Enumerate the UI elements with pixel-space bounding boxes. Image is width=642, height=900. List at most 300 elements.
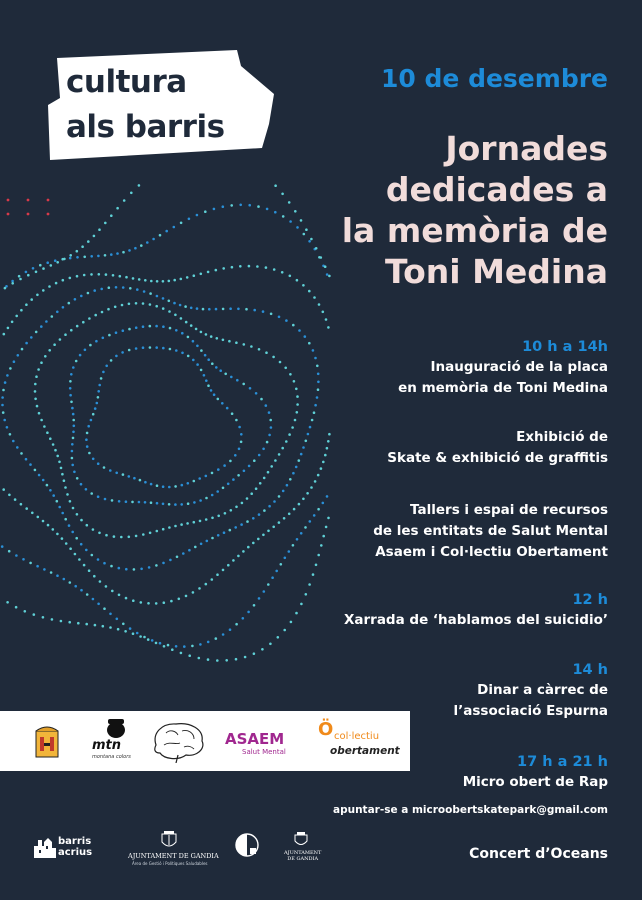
ring-dot xyxy=(168,300,171,303)
ring-dot xyxy=(44,355,47,358)
ring-dot xyxy=(235,341,238,344)
ring-dot xyxy=(42,267,45,270)
ring-dot xyxy=(156,502,159,505)
ring-dot xyxy=(114,306,117,309)
ring-dot xyxy=(270,465,273,468)
ring-dot xyxy=(180,278,183,281)
ring-dot xyxy=(210,335,213,338)
collectiu-label-2: obertament xyxy=(330,745,400,757)
ring-dot xyxy=(103,562,106,565)
ring-dot xyxy=(47,524,50,527)
red-dot xyxy=(7,213,10,216)
ring-dot xyxy=(244,656,247,659)
ring-dot xyxy=(140,568,143,571)
ring-dot xyxy=(142,302,145,305)
red-dot xyxy=(7,199,10,202)
ring-dot xyxy=(27,274,30,277)
ring-dot xyxy=(53,343,56,346)
ring-dot xyxy=(262,310,265,313)
ring-dot xyxy=(65,542,68,545)
ring-dot xyxy=(187,336,190,339)
ring-dot xyxy=(85,623,88,626)
ring-dot xyxy=(125,500,128,503)
ring-dot xyxy=(155,325,158,328)
ring-dot xyxy=(151,639,154,642)
ring-dot xyxy=(52,443,55,446)
ring-dot xyxy=(150,501,153,504)
ring-dot xyxy=(76,256,79,259)
ring-dot xyxy=(270,426,273,429)
ring-dot xyxy=(97,255,100,258)
ring-dot xyxy=(202,308,205,311)
skatepark-emblem-icon xyxy=(34,725,60,759)
ring-dot xyxy=(4,381,7,384)
ring-dot xyxy=(74,585,77,588)
ring-dot xyxy=(138,184,141,187)
ring-dot xyxy=(140,601,143,604)
ring-dot xyxy=(82,321,85,324)
ring-dot xyxy=(325,318,328,321)
ring-dot xyxy=(97,558,100,561)
concert-label: Concert d’Oceans xyxy=(469,846,608,862)
ring-dot xyxy=(192,591,195,594)
ring-dot xyxy=(138,501,141,504)
ring-dot xyxy=(125,568,128,571)
ring-dot xyxy=(180,222,183,225)
ring-dot xyxy=(216,659,219,662)
ring-dot xyxy=(144,501,147,504)
ring-dot xyxy=(118,567,121,570)
ring-dot xyxy=(247,546,250,549)
ring-dot xyxy=(88,317,91,320)
ring-dot xyxy=(103,607,106,610)
ring-dot xyxy=(72,419,75,422)
ring-dot xyxy=(185,321,188,324)
ajuntament-gandia-label: AJUNTAMENT DE GANDIA xyxy=(128,852,219,860)
ring-dot xyxy=(236,379,239,382)
ring-dot xyxy=(183,645,186,648)
ring-dot xyxy=(200,331,203,334)
ring-dot xyxy=(54,259,57,262)
ring-dot xyxy=(170,600,173,603)
ring-dot xyxy=(163,645,166,648)
ring-dot xyxy=(78,558,81,561)
ring-dot xyxy=(40,325,43,328)
ring-dot xyxy=(169,327,172,330)
ring-dot xyxy=(22,558,25,561)
ring-dot xyxy=(147,602,150,605)
ring-dot xyxy=(80,589,83,592)
ring-dot xyxy=(32,267,35,270)
ring-dot xyxy=(136,632,139,635)
ring-dot xyxy=(179,304,182,307)
ring-dot xyxy=(229,529,232,532)
ring-dot xyxy=(18,275,21,278)
ring-dot xyxy=(122,286,125,289)
ring-dot xyxy=(6,374,9,377)
logo-line-2: als barris xyxy=(66,109,225,145)
ring-dot xyxy=(168,503,171,506)
ring-dot xyxy=(216,490,219,493)
ring-dot xyxy=(200,543,203,546)
ring-dot xyxy=(268,411,271,414)
schedule-line: Dinar a càrrec de xyxy=(477,682,608,698)
ring-dot xyxy=(213,393,216,396)
ring-dot xyxy=(155,564,158,567)
ring-dot xyxy=(1,545,4,548)
ring-dot xyxy=(72,507,75,510)
ring-dot xyxy=(311,419,314,422)
mtn-label: mtn xyxy=(92,738,122,753)
ring-dot xyxy=(231,412,234,415)
ring-dot xyxy=(135,535,138,538)
ring-dot xyxy=(75,537,78,540)
ring-dot xyxy=(9,367,12,370)
ring-dot xyxy=(263,509,266,512)
ring-dot xyxy=(149,325,152,328)
ring-dot xyxy=(86,593,89,596)
ring-dot xyxy=(168,280,171,283)
ring-dot xyxy=(70,401,73,404)
schedule-time: 17 h a 21 h xyxy=(517,754,608,770)
ring-dot xyxy=(184,305,187,308)
schedule-line: en memòria de Toni Medina xyxy=(398,380,608,396)
ring-dot xyxy=(64,518,67,521)
ring-dot xyxy=(132,277,135,280)
ring-dot xyxy=(175,645,178,648)
ring-dot xyxy=(260,398,263,401)
ring-dot xyxy=(249,387,252,390)
ring-dot xyxy=(159,642,162,645)
ring-dot xyxy=(230,376,233,379)
red-dot xyxy=(27,199,30,202)
ring-dot xyxy=(125,276,128,279)
ring-dot xyxy=(265,351,268,354)
ring-dot xyxy=(73,471,76,474)
ring-dot xyxy=(20,503,23,506)
ring-dot xyxy=(87,292,90,295)
ring-dot xyxy=(194,546,197,549)
ring-dot xyxy=(20,309,23,312)
ring-dot xyxy=(98,228,101,231)
ring-dot xyxy=(215,637,218,640)
ring-dot xyxy=(223,531,226,534)
ring-dot xyxy=(237,474,240,477)
ring-dot xyxy=(198,477,201,480)
ring-dot xyxy=(70,373,73,376)
ring-dot xyxy=(15,315,18,318)
ring-dot xyxy=(168,310,171,313)
ring-dot xyxy=(98,384,101,387)
ring-dot xyxy=(52,494,55,497)
ring-dot xyxy=(237,308,240,311)
schedule-line: Exhibició de xyxy=(516,429,608,445)
ring-dot xyxy=(2,488,5,491)
ring-dot xyxy=(63,479,66,482)
ring-dot xyxy=(180,652,183,655)
ring-dot xyxy=(37,368,40,371)
ring-dot xyxy=(108,286,111,289)
ring-dot xyxy=(265,404,268,407)
ring-dot xyxy=(135,347,138,350)
ring-dot xyxy=(191,645,194,648)
ring-dot xyxy=(87,240,90,243)
ring-dot xyxy=(116,252,119,255)
ring-dot xyxy=(155,602,158,605)
ring-dot xyxy=(186,522,189,525)
ring-dot xyxy=(322,311,325,314)
ring-dot xyxy=(205,583,208,586)
ajuntament-2-line: DE GANDIA xyxy=(287,856,319,862)
ring-dot xyxy=(134,247,137,250)
ajuntament-gandia-sub-label: Àrea de Gestió i Polítiques Saludables xyxy=(132,861,208,866)
ring-dot xyxy=(250,345,253,348)
ring-dot xyxy=(216,337,219,340)
ring-dot xyxy=(92,458,95,461)
ring-dot xyxy=(289,478,292,481)
ring-dot xyxy=(296,411,299,414)
ring-dot xyxy=(156,280,159,283)
ring-dot xyxy=(112,274,115,277)
title-line: dedicades a xyxy=(385,170,608,209)
ring-dot xyxy=(3,333,6,336)
ring-dot xyxy=(121,304,124,307)
ring-dot xyxy=(34,383,37,386)
ring-dot xyxy=(211,537,214,540)
ring-dot xyxy=(109,613,112,616)
ring-dot xyxy=(71,457,74,460)
ajuntament-2-label xyxy=(284,850,321,862)
ring-dot xyxy=(200,273,203,276)
ring-dot xyxy=(122,623,125,626)
ring-dot xyxy=(34,398,37,401)
ring-dot xyxy=(11,280,14,283)
ring-dot xyxy=(248,465,251,468)
ring-dot xyxy=(63,258,66,261)
ring-dot xyxy=(313,296,316,299)
ring-dot xyxy=(310,486,313,489)
ring-dot xyxy=(76,250,79,253)
ring-dot xyxy=(93,575,96,578)
ring-dot xyxy=(90,419,93,422)
ring-dot xyxy=(133,568,136,571)
ring-dot xyxy=(258,348,261,351)
ring-dot xyxy=(234,454,237,457)
ring-dot xyxy=(188,218,191,221)
ring-dot xyxy=(61,473,64,476)
ring-dot xyxy=(196,345,199,348)
ring-dot xyxy=(227,483,230,486)
ring-dot xyxy=(211,472,214,475)
ring-dot xyxy=(207,358,210,361)
ring-dot xyxy=(80,483,83,486)
ring-dot xyxy=(2,389,5,392)
ring-dot xyxy=(60,620,63,623)
ring-dot xyxy=(180,503,183,506)
signup-email[interactable]: apuntar-se a microobertskatepark@gmail.com xyxy=(333,804,608,816)
ring-dot xyxy=(120,536,123,539)
ring-dot xyxy=(178,598,181,601)
ring-dot xyxy=(268,505,271,508)
ring-dot xyxy=(110,253,113,256)
ring-dot xyxy=(149,303,152,306)
ring-dot xyxy=(315,564,318,567)
ring-dot xyxy=(97,390,100,393)
ring-dot xyxy=(56,261,59,264)
ring-dot xyxy=(89,344,92,347)
ring-dot xyxy=(144,481,147,484)
ring-dot xyxy=(188,549,191,552)
ring-dot xyxy=(235,658,238,661)
ring-dot xyxy=(270,313,273,316)
ring-dot xyxy=(111,590,114,593)
ring-dot xyxy=(306,492,309,495)
ring-dot xyxy=(314,404,317,407)
ring-dot xyxy=(274,459,277,462)
ring-dot xyxy=(155,346,158,349)
ring-dot xyxy=(271,576,274,579)
ring-dot xyxy=(246,520,249,523)
ring-dot xyxy=(119,275,122,278)
ring-dot xyxy=(38,474,41,477)
logo-line-1: cultura xyxy=(66,64,187,100)
ring-dot xyxy=(92,598,95,601)
ring-dot xyxy=(100,377,103,380)
ring-dot xyxy=(187,355,190,358)
ring-dot xyxy=(49,489,52,492)
ring-dot xyxy=(262,448,265,451)
ring-dot xyxy=(54,449,57,452)
ring-dot xyxy=(70,329,73,332)
ring-dot xyxy=(269,419,272,422)
ring-dot xyxy=(69,257,72,260)
ring-dot xyxy=(205,518,208,521)
schedule-time: 12 h xyxy=(572,592,608,608)
ring-dot xyxy=(110,214,113,217)
ring-dot xyxy=(36,294,39,297)
ring-dot xyxy=(71,464,74,467)
ring-dot xyxy=(140,244,143,247)
ring-dot xyxy=(168,486,171,489)
ring-dot xyxy=(16,446,19,449)
ring-dot xyxy=(25,303,28,306)
ring-dot xyxy=(122,251,125,254)
ring-dot xyxy=(318,303,321,306)
ring-dot xyxy=(156,295,159,298)
ring-dot xyxy=(42,289,45,292)
ring-dot xyxy=(56,574,59,577)
ring-dot xyxy=(64,333,67,336)
gandia-crest-2-icon xyxy=(294,832,308,848)
ring-dot xyxy=(240,433,243,436)
ring-dot xyxy=(204,210,207,213)
ring-dot xyxy=(104,498,107,501)
ring-dot xyxy=(188,654,191,657)
ring-dot xyxy=(190,324,193,327)
ring-dot xyxy=(122,329,125,332)
ring-dot xyxy=(229,628,232,631)
ring-dot xyxy=(104,222,107,225)
ring-dot xyxy=(258,597,261,600)
ring-dot xyxy=(269,643,272,646)
ring-dot xyxy=(206,540,209,543)
ring-dot xyxy=(1,396,4,399)
ring-dot xyxy=(69,581,72,584)
ring-dot xyxy=(85,549,88,552)
ring-dot xyxy=(146,241,149,244)
ring-dot xyxy=(69,254,72,257)
ring-dot xyxy=(193,521,196,524)
ring-dot xyxy=(128,349,131,352)
ring-dot xyxy=(242,550,245,553)
ring-dot xyxy=(92,413,95,416)
ring-dot xyxy=(90,273,93,276)
ring-dot xyxy=(3,419,6,422)
ring-dot xyxy=(222,487,225,490)
ring-dot xyxy=(255,392,258,395)
ring-dot xyxy=(61,537,64,540)
ring-dot xyxy=(69,547,72,550)
ring-dot xyxy=(68,302,71,305)
ring-dot xyxy=(150,280,153,283)
ring-dot xyxy=(45,320,48,323)
ring-dot xyxy=(243,343,246,346)
ring-dot xyxy=(129,627,132,630)
ring-dot xyxy=(267,583,270,586)
ring-dot xyxy=(181,332,184,335)
ring-dot xyxy=(205,379,208,382)
ring-dot xyxy=(253,652,256,655)
ring-dot xyxy=(282,490,285,493)
ring-dot xyxy=(238,448,241,451)
ring-dot xyxy=(74,298,77,301)
ring-dot xyxy=(9,433,12,436)
schedule-line: Xarrada de ‘hablamos del suicidio’ xyxy=(343,612,608,628)
ring-dot xyxy=(200,369,203,372)
ring-dot xyxy=(92,528,95,531)
ring-dot xyxy=(69,380,72,383)
ring-dot xyxy=(278,316,281,319)
ring-dot xyxy=(109,626,112,629)
ring-dot xyxy=(211,362,214,365)
ring-dot xyxy=(180,317,183,320)
ring-dot xyxy=(72,413,75,416)
ring-dot xyxy=(17,354,20,357)
ring-dot xyxy=(109,469,112,472)
ring-dot xyxy=(33,613,36,616)
ring-dot xyxy=(163,601,166,604)
ring-dot xyxy=(266,441,269,444)
ring-dot xyxy=(86,432,89,435)
ring-dot xyxy=(217,534,220,537)
ring-dot xyxy=(150,483,153,486)
ring-dot xyxy=(71,407,74,410)
ring-dot xyxy=(56,311,59,314)
ring-dot xyxy=(235,419,238,422)
ring-dot xyxy=(182,552,185,555)
ring-dot xyxy=(205,497,208,500)
ring-dot xyxy=(222,339,225,342)
ring-dot xyxy=(159,234,162,237)
ring-dot xyxy=(43,568,46,571)
ring-dot xyxy=(175,329,178,332)
ring-dot xyxy=(162,503,165,506)
ring-dot xyxy=(327,326,330,329)
ring-dot xyxy=(31,512,34,515)
ring-dot xyxy=(108,334,111,337)
ring-dot xyxy=(113,535,116,538)
ring-dot xyxy=(88,569,91,572)
